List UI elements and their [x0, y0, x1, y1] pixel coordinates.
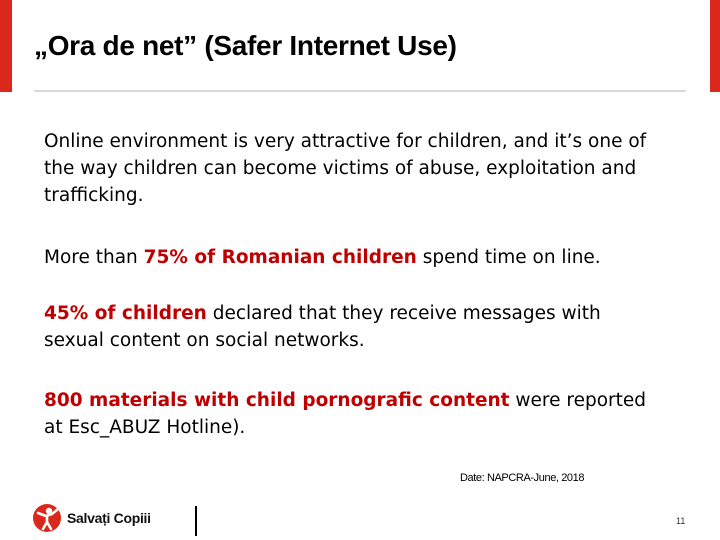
- paragraph-hotline-reports: [44, 387, 664, 441]
- title-underline: [34, 90, 686, 92]
- paragraph-sexual-content: [44, 300, 664, 354]
- p4-highlight: 800 materials with child pornografic content: [44, 390, 510, 411]
- paragraph-romanian-children: [44, 244, 664, 271]
- p3-text-after: declared that they receive messages with sexual content on social networks.: [44, 303, 601, 351]
- child-figure-icon: [32, 503, 62, 533]
- left-accent-bar: [0, 0, 12, 92]
- slide-title: „Ora de net” (Safer Internet Use): [34, 30, 457, 61]
- right-accent-bar: [710, 0, 720, 92]
- p2-text-before: More than: [44, 247, 144, 268]
- data-source-note: Date: NAPCRA-June, 2018: [460, 472, 585, 484]
- p2-highlight: 75% of Romanian children: [143, 247, 417, 268]
- salvati-copiii-logo: [32, 503, 151, 533]
- footer-divider: [195, 506, 197, 536]
- paragraph-online-environment: Online environment is very attractive for children, and it’s one of the way children can become victims of abuse, exploitation and trafficking.: [44, 131, 647, 206]
- p3-highlight: 45% of children: [44, 303, 207, 324]
- page-number: 11: [676, 516, 686, 526]
- p2-text-after: spend time on line.: [416, 247, 601, 268]
- p4-text-after: were reported at Esc_ABUZ Hotline).: [44, 390, 647, 438]
- logo-text: Salvați Copiii: [67, 510, 151, 526]
